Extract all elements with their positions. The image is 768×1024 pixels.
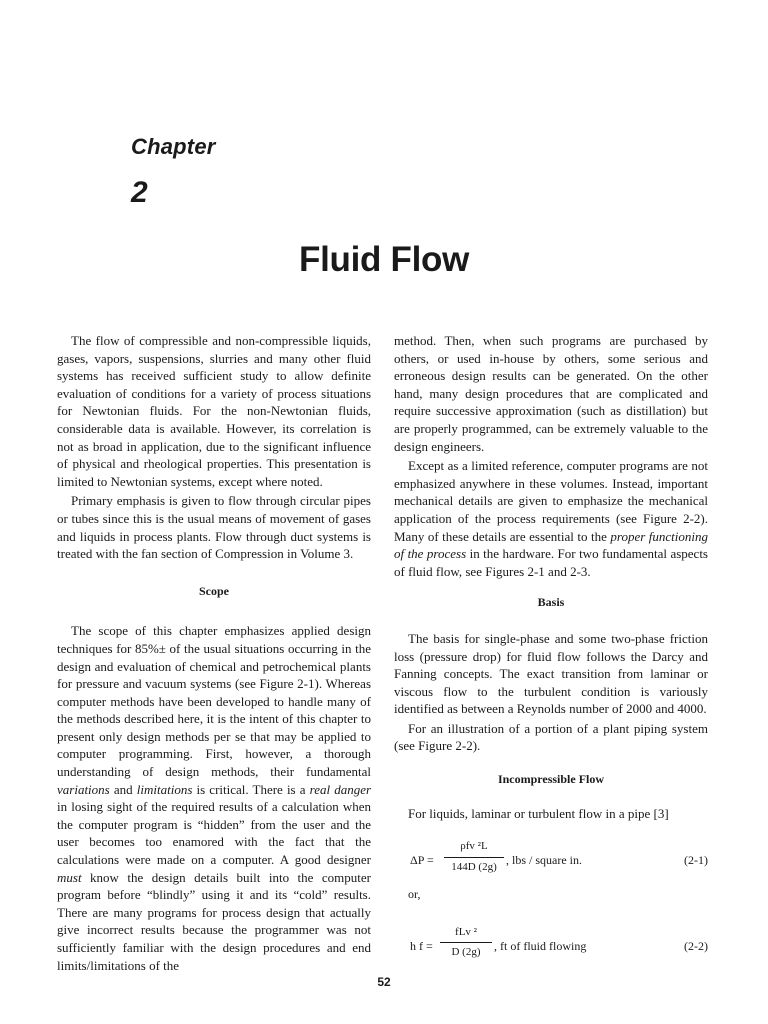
scope-heading: Scope	[199, 583, 229, 598]
emphasis-real-danger: real danger	[309, 781, 372, 797]
chapter-number: 2	[131, 176, 148, 209]
equation-numerator: ρfv ²L	[444, 838, 504, 858]
paragraph-computer-programs: Except as a limited reference, computer programs are not emphasized anywhere in these volumes. Instead, important mechanical details are given to emphasize the mechanical application of the process requirements (see Figure 2-2). Many of these details are essential to the proper functioning of the process in the hardware. For two fundamental aspects of fluid flow, see Figures 2-1 and 2-3.	[394, 458, 709, 579]
equation-denominator: 144D (2g)	[451, 860, 497, 873]
emphasis-proper-functioning: proper functioning of the process	[394, 528, 709, 562]
incompressible-flow-heading: Incompressible Flow	[497, 772, 605, 787]
paragraph-basis: The basis for single-phase and some two-phase friction loss (pressure drop) for fluid flow follows the Darcy and Fanning concepts. The exact transition from laminar or viscous flow to the turbulent condition is variously identified as between a Reynolds number of 2000 and 4000.	[394, 630, 708, 717]
or-connector: or,	[408, 887, 421, 902]
equation-lhs: ΔP =	[410, 853, 434, 868]
paragraph-scope: The scope of this chapter emphasizes applied design techniques for 85%± of the usual situations occurring in the design and evaluation of chemical and petrochemical plants for pressure and vacuum systems (see Figure 2-1). Whereas computer methods have been developed to handle many of the methods described here, it is the intent of this chapter to present only design methods per se that may be applied to computer programming. First, however, a thorough understanding of design methods, their fundamental variations and limitations is critical. There is a real danger in losing sight of the required results of a calculation when the computer program is “hidden” from the user and the user becomes too enamored with the fact that the calculations were made on a computer. A good designer must know the design details built into the computer program before “blindly” using it and its “cold” results. There are many programs for process design that actually give incorrect results because the programmer was not sufficiently familiar with the design procedures and end limits/limitations of the	[57, 623, 372, 973]
equation-fraction	[444, 838, 504, 876]
left-column	[57, 332, 371, 974]
equation-units: , lbs / square in.	[506, 853, 582, 868]
paragraph-liquids: For liquids, laminar or turbulent flow in a pipe [3]	[408, 805, 669, 821]
emphasis-variations: variations	[57, 781, 110, 797]
paragraph-method-continued: method. Then, when such programs are purchased by others, or used in-house by others, some serious and erroneous design results can be generated. On the other hand, many design procedures that are complicated and require successive approximation (such as distillation) but are properly programmed, can be extremely valuable to the design engineers.	[394, 333, 708, 454]
emphasis-must: must	[57, 869, 82, 885]
paragraph-illustration: For an illustration of a portion of a plant piping system (see Figure 2-2).	[394, 720, 708, 754]
emphasis-limitations: limitations	[136, 781, 193, 797]
chapter-label: Chapter	[131, 134, 216, 159]
equation-units: , ft of fluid flowing	[494, 938, 587, 953]
equation-2-1	[394, 838, 708, 878]
paragraph-intro: The flow of compressible and non-compressible liquids, gases, vapors, suspensions, slurries and many other fluid systems has received sufficient study to allow definite evaluation of conditions for a variety of process situations for Newtonian fluids. For the non-Newtonian fluids, considerable data is available. However, its correlation is not as broad in application, due to the significant influence of physical and rheological properties. This presentation is limited to Newtonian systems, except where noted.	[57, 333, 371, 489]
equation-numerator: fLv ²	[440, 924, 492, 944]
equation-2-2	[394, 924, 708, 964]
equation-number: (2-1)	[684, 853, 708, 868]
equation-fraction	[440, 924, 492, 962]
basis-heading: Basis	[537, 595, 565, 610]
equation-number: (2-2)	[684, 938, 708, 953]
page-number: 52	[377, 975, 391, 989]
paragraph-primary-emphasis: Primary emphasis is given to flow through circular pipes or tubes since this is the usual means of movement of gases and liquids in process plants. Flow through duct systems is treated with the fan section of Compression in Volume 3.	[57, 493, 371, 562]
chapter-title: Fluid Flow	[298, 240, 470, 279]
equation-lhs: h f =	[410, 938, 433, 953]
right-column	[394, 332, 708, 964]
equation-denominator: D (2g)	[451, 946, 481, 959]
